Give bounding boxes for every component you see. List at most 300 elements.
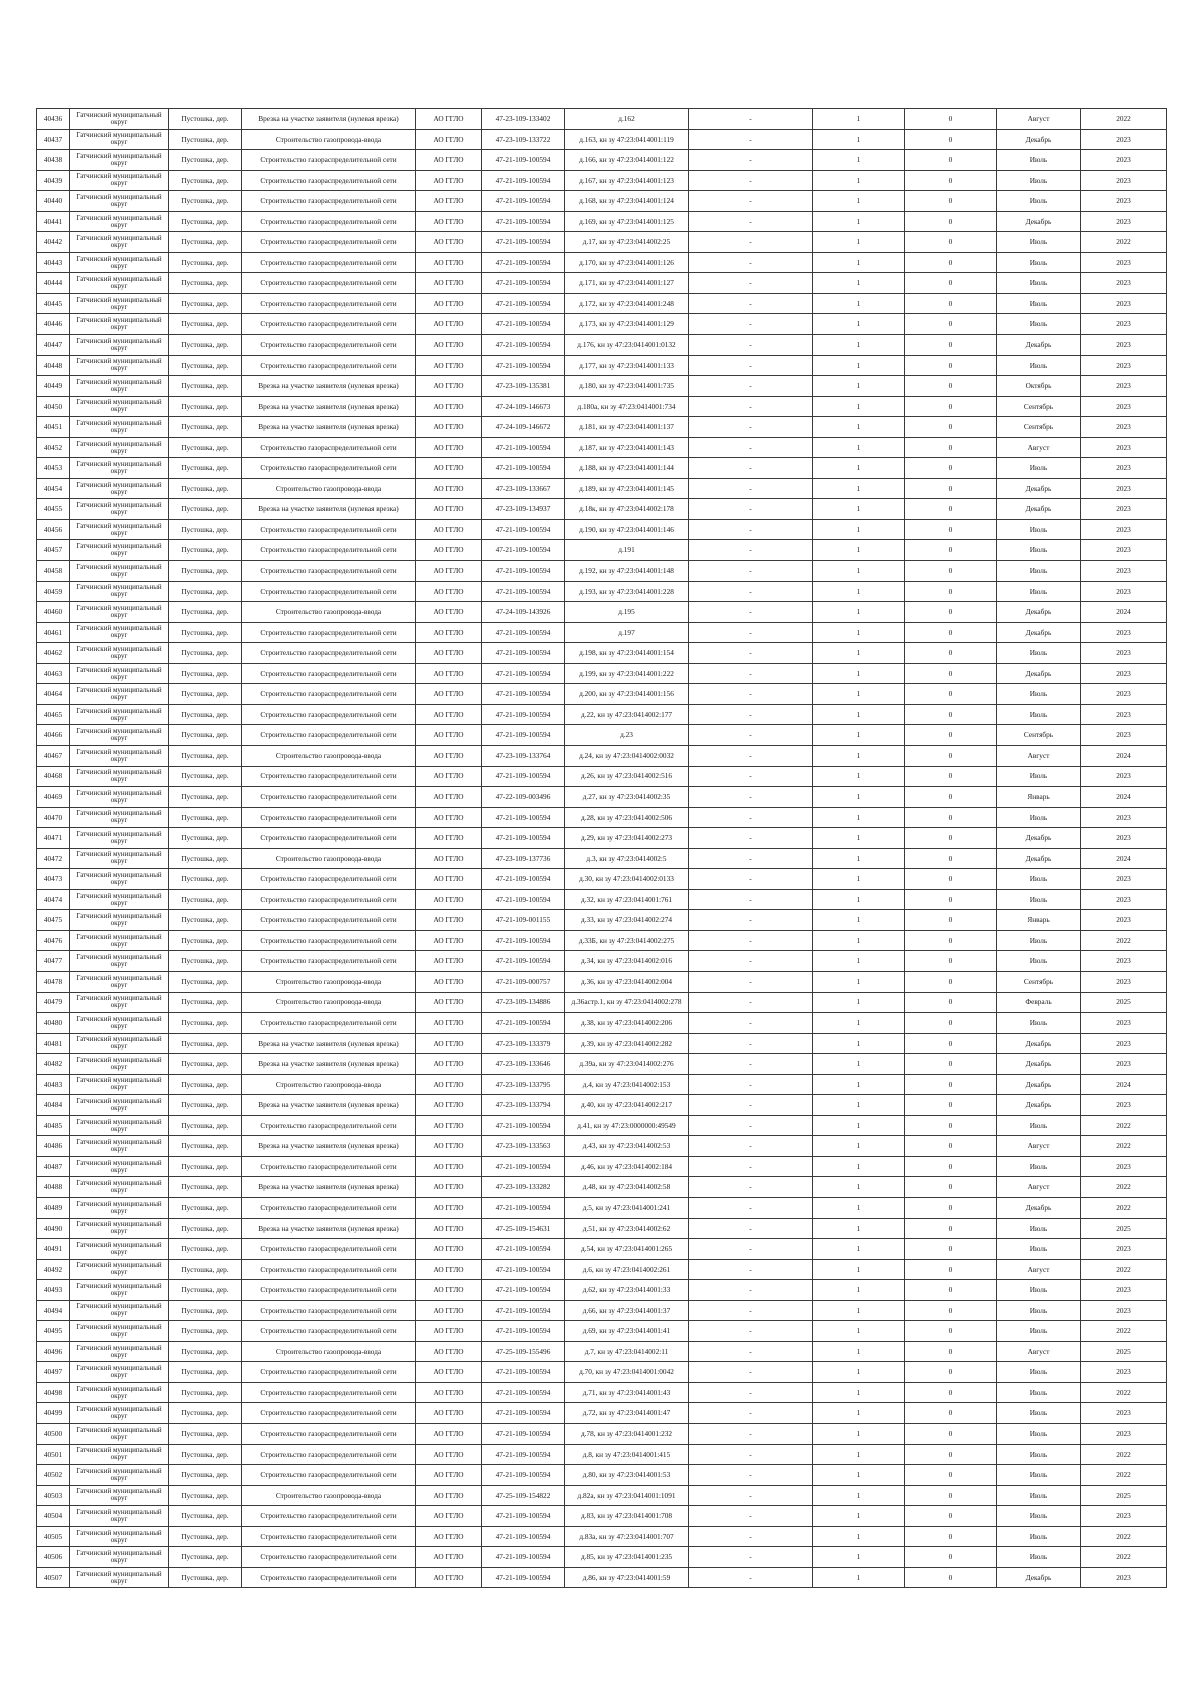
cell-application-id: 47-25-109-155496 — [482, 1341, 565, 1362]
cell-organization: АО ГГЛО — [416, 807, 482, 828]
cell-work-type: Строительство газораспределительной сети — [242, 1526, 416, 1547]
cell-count-planned: 1 — [813, 992, 905, 1013]
cell-count-done: 0 — [905, 1197, 997, 1218]
cell-count-planned: 1 — [813, 684, 905, 705]
cell-month: Декабрь — [997, 848, 1081, 869]
cell-count-planned: 1 — [813, 150, 905, 171]
cell-count-planned: 1 — [813, 396, 905, 417]
cell-year: 2023 — [1081, 663, 1167, 684]
cell-organization: АО ГГЛО — [416, 828, 482, 849]
cell-settlement: Пустошка, дер. — [169, 499, 242, 520]
cell-number: 40439 — [37, 170, 70, 191]
table-row — [37, 1115, 1167, 1136]
cell-year: 2024 — [1081, 848, 1167, 869]
cell-organization: АО ГГЛО — [416, 1300, 482, 1321]
cell-number: 40452 — [37, 437, 70, 458]
cell-number: 40457 — [37, 540, 70, 561]
cell-count-planned: 1 — [813, 1239, 905, 1260]
table-row — [37, 1033, 1167, 1054]
cell-application-id: 47-21-109-100594 — [482, 581, 565, 602]
cell-district: Гатчинский муниципальный округ — [70, 992, 169, 1013]
cell-work-type: Строительство газораспределительной сети — [242, 1156, 416, 1177]
table-row — [37, 643, 1167, 664]
cell-work-type: Врезка на участке заявителя (нулевая врезка) — [242, 499, 416, 520]
cell-year: 2022 — [1081, 1526, 1167, 1547]
cell-number: 40487 — [37, 1156, 70, 1177]
cell-number: 40497 — [37, 1362, 70, 1383]
cell-application-id: 47-21-109-100594 — [482, 540, 565, 561]
cell-count-planned: 1 — [813, 1362, 905, 1383]
cell-count-done: 0 — [905, 540, 997, 561]
cell-year: 2023 — [1081, 314, 1167, 335]
cell-organization: АО ГГЛО — [416, 191, 482, 212]
cell-count-planned: 1 — [813, 971, 905, 992]
table-row — [37, 1403, 1167, 1424]
cell-settlement: Пустошка, дер. — [169, 1054, 242, 1075]
cell-dash: - — [689, 848, 813, 869]
cell-month: Сентябрь — [997, 971, 1081, 992]
cell-application-id: 47-24-109-143926 — [482, 602, 565, 623]
cell-month: Июль — [997, 314, 1081, 335]
cell-application-id: 47-24-109-146673 — [482, 396, 565, 417]
cell-count-planned: 1 — [813, 1341, 905, 1362]
cell-number: 40454 — [37, 478, 70, 499]
cell-application-id: 47-21-109-100594 — [482, 869, 565, 890]
cell-organization: АО ГГЛО — [416, 1362, 482, 1383]
cell-settlement: Пустошка, дер. — [169, 807, 242, 828]
cell-month: Июль — [997, 1506, 1081, 1527]
cell-district: Гатчинский муниципальный округ — [70, 1567, 169, 1588]
cell-number: 40469 — [37, 787, 70, 808]
cell-month: Июль — [997, 1465, 1081, 1486]
cell-work-type: Строительство газопровода-ввода — [242, 992, 416, 1013]
cell-work-type: Строительство газораспределительной сети — [242, 273, 416, 294]
cell-year: 2024 — [1081, 1074, 1167, 1095]
cell-address: д.62, кн зу 47:23:0414001:33 — [565, 1280, 689, 1301]
cell-count-planned: 1 — [813, 109, 905, 130]
cell-count-done: 0 — [905, 252, 997, 273]
cell-address: д.85, кн зу 47:23:0414001:235 — [565, 1547, 689, 1568]
cell-year: 2023 — [1081, 478, 1167, 499]
table-row — [37, 704, 1167, 725]
cell-dash: - — [689, 1485, 813, 1506]
cell-application-id: 47-23-109-133764 — [482, 745, 565, 766]
cell-count-planned: 1 — [813, 458, 905, 479]
cell-address: д.200, кн зу 47:23:0414001:156 — [565, 684, 689, 705]
cell-address: д.66, кн зу 47:23:0414001:37 — [565, 1300, 689, 1321]
cell-district: Гатчинский муниципальный округ — [70, 869, 169, 890]
cell-year: 2023 — [1081, 1424, 1167, 1445]
cell-count-planned: 1 — [813, 1218, 905, 1239]
cell-dash: - — [689, 1465, 813, 1486]
cell-district: Гатчинский муниципальный округ — [70, 1156, 169, 1177]
cell-year: 2023 — [1081, 971, 1167, 992]
cell-dash: - — [689, 1403, 813, 1424]
cell-month: Декабрь — [997, 478, 1081, 499]
cell-count-planned: 1 — [813, 1485, 905, 1506]
cell-number: 40489 — [37, 1197, 70, 1218]
cell-month: Август — [997, 109, 1081, 130]
cell-work-type: Строительство газораспределительной сети — [242, 540, 416, 561]
cell-application-id: 47-23-109-133282 — [482, 1177, 565, 1198]
cell-dash: - — [689, 1136, 813, 1157]
cell-count-done: 0 — [905, 1321, 997, 1342]
cell-dash: - — [689, 1341, 813, 1362]
cell-district: Гатчинский муниципальный округ — [70, 150, 169, 171]
cell-work-type: Строительство газораспределительной сети — [242, 1382, 416, 1403]
cell-address: д.199, кн зу 47:23:0414001:222 — [565, 663, 689, 684]
cell-count-done: 0 — [905, 478, 997, 499]
cell-work-type: Строительство газораспределительной сети — [242, 1547, 416, 1568]
cell-settlement: Пустошка, дер. — [169, 581, 242, 602]
cell-work-type: Строительство газораспределительной сети — [242, 1362, 416, 1383]
table-row — [37, 211, 1167, 232]
cell-count-done: 0 — [905, 1485, 997, 1506]
cell-year: 2022 — [1081, 930, 1167, 951]
table-row — [37, 971, 1167, 992]
cell-dash: - — [689, 396, 813, 417]
cell-dash: - — [689, 1156, 813, 1177]
cell-count-done: 0 — [905, 561, 997, 582]
cell-count-planned: 1 — [813, 1403, 905, 1424]
cell-address: д.86, кн зу 47:23:0414001:59 — [565, 1567, 689, 1588]
cell-number: 40462 — [37, 643, 70, 664]
cell-application-id: 47-21-109-100594 — [482, 766, 565, 787]
cell-district: Гатчинский муниципальный округ — [70, 1506, 169, 1527]
cell-month: Август — [997, 745, 1081, 766]
cell-month: Июль — [997, 1547, 1081, 1568]
cell-year: 2022 — [1081, 1382, 1167, 1403]
cell-application-id: 47-21-109-100594 — [482, 1567, 565, 1588]
cell-address: д.51, кн зу 47:23:0414002:62 — [565, 1218, 689, 1239]
cell-settlement: Пустошка, дер. — [169, 1259, 242, 1280]
cell-application-id: 47-21-109-100594 — [482, 273, 565, 294]
cell-count-done: 0 — [905, 1403, 997, 1424]
cell-address: д.22, кн зу 47:23:0414002:177 — [565, 704, 689, 725]
cell-district: Гатчинский муниципальный округ — [70, 1382, 169, 1403]
cell-month: Декабрь — [997, 1095, 1081, 1116]
cell-work-type: Строительство газораспределительной сети — [242, 828, 416, 849]
cell-settlement: Пустошка, дер. — [169, 396, 242, 417]
cell-count-done: 0 — [905, 273, 997, 294]
cell-year: 2023 — [1081, 211, 1167, 232]
cell-dash: - — [689, 971, 813, 992]
cell-settlement: Пустошка, дер. — [169, 1033, 242, 1054]
table-row — [37, 1300, 1167, 1321]
cell-month: Июль — [997, 766, 1081, 787]
cell-count-planned: 1 — [813, 293, 905, 314]
cell-dash: - — [689, 1526, 813, 1547]
cell-count-done: 0 — [905, 1259, 997, 1280]
cell-count-done: 0 — [905, 129, 997, 150]
cell-year: 2022 — [1081, 1259, 1167, 1280]
table-row — [37, 1465, 1167, 1486]
cell-count-done: 0 — [905, 643, 997, 664]
table-row — [37, 725, 1167, 746]
cell-settlement: Пустошка, дер. — [169, 684, 242, 705]
cell-settlement: Пустошка, дер. — [169, 1156, 242, 1177]
table-row — [37, 437, 1167, 458]
cell-year: 2023 — [1081, 519, 1167, 540]
cell-count-done: 0 — [905, 602, 997, 623]
cell-number: 40468 — [37, 766, 70, 787]
cell-address: д.78, кн зу 47:23:0414001:232 — [565, 1424, 689, 1445]
cell-settlement: Пустошка, дер. — [169, 540, 242, 561]
cell-count-planned: 1 — [813, 540, 905, 561]
cell-settlement: Пустошка, дер. — [169, 458, 242, 479]
cell-district: Гатчинский муниципальный округ — [70, 745, 169, 766]
cell-district: Гатчинский муниципальный округ — [70, 787, 169, 808]
cell-organization: АО ГГЛО — [416, 1567, 482, 1588]
cell-dash: - — [689, 129, 813, 150]
cell-application-id: 47-21-109-100594 — [482, 828, 565, 849]
cell-count-done: 0 — [905, 1156, 997, 1177]
cell-month: Июль — [997, 191, 1081, 212]
cell-count-done: 0 — [905, 499, 997, 520]
cell-address: д.40, кн зу 47:23:0414002:217 — [565, 1095, 689, 1116]
cell-district: Гатчинский муниципальный округ — [70, 314, 169, 335]
cell-count-planned: 1 — [813, 499, 905, 520]
table-row — [37, 910, 1167, 931]
cell-work-type: Строительство газораспределительной сети — [242, 622, 416, 643]
cell-month: Сентябрь — [997, 725, 1081, 746]
cell-number: 40467 — [37, 745, 70, 766]
cell-number: 40481 — [37, 1033, 70, 1054]
cell-dash: - — [689, 622, 813, 643]
cell-year: 2022 — [1081, 1321, 1167, 1342]
cell-district: Гатчинский муниципальный округ — [70, 109, 169, 130]
cell-application-id: 47-21-109-100594 — [482, 643, 565, 664]
cell-district: Гатчинский муниципальный округ — [70, 252, 169, 273]
cell-organization: АО ГГЛО — [416, 581, 482, 602]
cell-work-type: Врезка на участке заявителя (нулевая врезка) — [242, 1136, 416, 1157]
cell-application-id: 47-21-109-100594 — [482, 1280, 565, 1301]
cell-settlement: Пустошка, дер. — [169, 1074, 242, 1095]
cell-count-done: 0 — [905, 1567, 997, 1588]
cell-settlement: Пустошка, дер. — [169, 766, 242, 787]
cell-dash: - — [689, 1033, 813, 1054]
cell-month: Июль — [997, 1444, 1081, 1465]
cell-number: 40440 — [37, 191, 70, 212]
cell-year: 2023 — [1081, 581, 1167, 602]
table-row — [37, 1321, 1167, 1342]
table-row — [37, 1526, 1167, 1547]
cell-organization: АО ГГЛО — [416, 992, 482, 1013]
cell-year: 2023 — [1081, 807, 1167, 828]
cell-settlement: Пустошка, дер. — [169, 1506, 242, 1527]
cell-count-done: 0 — [905, 458, 997, 479]
cell-number: 40465 — [37, 704, 70, 725]
cell-district: Гатчинский муниципальный округ — [70, 1362, 169, 1383]
cell-organization: АО ГГЛО — [416, 129, 482, 150]
cell-count-planned: 1 — [813, 1382, 905, 1403]
table-row — [37, 869, 1167, 890]
cell-dash: - — [689, 1321, 813, 1342]
cell-number: 40447 — [37, 335, 70, 356]
cell-number: 40476 — [37, 930, 70, 951]
cell-settlement: Пустошка, дер. — [169, 1547, 242, 1568]
cell-district: Гатчинский муниципальный округ — [70, 704, 169, 725]
cell-settlement: Пустошка, дер. — [169, 1567, 242, 1588]
cell-organization: АО ГГЛО — [416, 725, 482, 746]
cell-month: Июль — [997, 355, 1081, 376]
cell-number: 40464 — [37, 684, 70, 705]
cell-dash: - — [689, 519, 813, 540]
cell-work-type: Строительство газораспределительной сети — [242, 1567, 416, 1588]
cell-year: 2023 — [1081, 540, 1167, 561]
cell-application-id: 47-21-109-100594 — [482, 150, 565, 171]
cell-count-planned: 1 — [813, 170, 905, 191]
cell-year: 2023 — [1081, 335, 1167, 356]
table-row — [37, 663, 1167, 684]
cell-dash: - — [689, 766, 813, 787]
cell-settlement: Пустошка, дер. — [169, 1177, 242, 1198]
cell-district: Гатчинский муниципальный округ — [70, 211, 169, 232]
cell-count-done: 0 — [905, 1526, 997, 1547]
cell-address: д.34, кн зу 47:23:0414002:016 — [565, 951, 689, 972]
cell-organization: АО ГГЛО — [416, 376, 482, 397]
cell-count-planned: 1 — [813, 1136, 905, 1157]
cell-district: Гатчинский муниципальный округ — [70, 293, 169, 314]
table-row — [37, 396, 1167, 417]
cell-organization: АО ГГЛО — [416, 1054, 482, 1075]
cell-work-type: Врезка на участке заявителя (нулевая врезка) — [242, 1218, 416, 1239]
cell-count-planned: 1 — [813, 519, 905, 540]
cell-settlement: Пустошка, дер. — [169, 992, 242, 1013]
cell-year: 2022 — [1081, 1177, 1167, 1198]
cell-work-type: Врезка на участке заявителя (нулевая врезка) — [242, 1177, 416, 1198]
cell-application-id: 47-23-109-133667 — [482, 478, 565, 499]
cell-number: 40495 — [37, 1321, 70, 1342]
cell-application-id: 47-21-109-100594 — [482, 889, 565, 910]
cell-district: Гатчинский муниципальный округ — [70, 396, 169, 417]
cell-address: д.17, кн зу 47:23:0414002:25 — [565, 232, 689, 253]
cell-count-done: 0 — [905, 1300, 997, 1321]
cell-work-type: Строительство газораспределительной сети — [242, 150, 416, 171]
cell-address: д.27, кн зу 47:23:0414002:35 — [565, 787, 689, 808]
table-row — [37, 930, 1167, 951]
cell-application-id: 47-23-109-133402 — [482, 109, 565, 130]
cell-district: Гатчинский муниципальный округ — [70, 848, 169, 869]
cell-count-done: 0 — [905, 191, 997, 212]
cell-count-done: 0 — [905, 745, 997, 766]
cell-count-planned: 1 — [813, 1506, 905, 1527]
cell-address: д.191 — [565, 540, 689, 561]
cell-organization: АО ГГЛО — [416, 437, 482, 458]
cell-month: Июль — [997, 889, 1081, 910]
table-row — [37, 1197, 1167, 1218]
cell-count-planned: 1 — [813, 848, 905, 869]
cell-count-done: 0 — [905, 725, 997, 746]
cell-count-done: 0 — [905, 355, 997, 376]
cell-organization: АО ГГЛО — [416, 643, 482, 664]
cell-district: Гатчинский муниципальный округ — [70, 1465, 169, 1486]
cell-organization: АО ГГЛО — [416, 1095, 482, 1116]
cell-number: 40441 — [37, 211, 70, 232]
cell-address: д.33Б, кн зу 47:23:0414002:275 — [565, 930, 689, 951]
cell-address: д.193, кн зу 47:23:0414001:228 — [565, 581, 689, 602]
cell-district: Гатчинский муниципальный округ — [70, 1074, 169, 1095]
cell-year: 2023 — [1081, 869, 1167, 890]
cell-settlement: Пустошка, дер. — [169, 1218, 242, 1239]
table-row — [37, 1177, 1167, 1198]
cell-number: 40472 — [37, 848, 70, 869]
cell-organization: АО ГГЛО — [416, 663, 482, 684]
cell-count-done: 0 — [905, 1341, 997, 1362]
cell-count-planned: 1 — [813, 1280, 905, 1301]
cell-count-done: 0 — [905, 1013, 997, 1034]
cell-settlement: Пустошка, дер. — [169, 889, 242, 910]
cell-address: д.198, кн зу 47:23:0414001:154 — [565, 643, 689, 664]
cell-number: 40493 — [37, 1280, 70, 1301]
cell-count-done: 0 — [905, 437, 997, 458]
cell-application-id: 47-21-109-100594 — [482, 1506, 565, 1527]
cell-month: Июль — [997, 581, 1081, 602]
cell-settlement: Пустошка, дер. — [169, 1280, 242, 1301]
cell-count-done: 0 — [905, 971, 997, 992]
cell-organization: АО ГГЛО — [416, 109, 482, 130]
cell-year: 2023 — [1081, 1280, 1167, 1301]
cell-count-planned: 1 — [813, 314, 905, 335]
cell-district: Гатчинский муниципальный округ — [70, 1547, 169, 1568]
table-row — [37, 252, 1167, 273]
cell-district: Гатчинский муниципальный округ — [70, 1526, 169, 1547]
cell-count-done: 0 — [905, 1095, 997, 1116]
table-row — [37, 581, 1167, 602]
cell-organization: АО ГГЛО — [416, 252, 482, 273]
cell-month: Декабрь — [997, 828, 1081, 849]
cell-application-id: 47-21-109-100594 — [482, 561, 565, 582]
cell-address: д.189, кн зу 47:23:0414001:145 — [565, 478, 689, 499]
cell-year: 2022 — [1081, 109, 1167, 130]
cell-application-id: 47-21-109-100594 — [482, 663, 565, 684]
cell-settlement: Пустошка, дер. — [169, 437, 242, 458]
table-row — [37, 232, 1167, 253]
cell-organization: АО ГГЛО — [416, 1280, 482, 1301]
cell-dash: - — [689, 1424, 813, 1445]
cell-dash: - — [689, 232, 813, 253]
cell-application-id: 47-21-109-100594 — [482, 1547, 565, 1568]
cell-work-type: Строительство газораспределительной сети — [242, 355, 416, 376]
cell-work-type: Строительство газораспределительной сети — [242, 704, 416, 725]
cell-count-done: 0 — [905, 1074, 997, 1095]
cell-number: 40506 — [37, 1547, 70, 1568]
table-row — [37, 1382, 1167, 1403]
cell-organization: АО ГГЛО — [416, 848, 482, 869]
table-row — [37, 1095, 1167, 1116]
cell-dash: - — [689, 1177, 813, 1198]
cell-district: Гатчинский муниципальный округ — [70, 1054, 169, 1075]
cell-district: Гатчинский муниципальный округ — [70, 1444, 169, 1465]
cell-settlement: Пустошка, дер. — [169, 1362, 242, 1383]
cell-count-planned: 1 — [813, 335, 905, 356]
cell-settlement: Пустошка, дер. — [169, 211, 242, 232]
cell-work-type: Строительство газораспределительной сети — [242, 787, 416, 808]
cell-dash: - — [689, 150, 813, 171]
cell-dash: - — [689, 1095, 813, 1116]
cell-work-type: Строительство газопровода-ввода — [242, 602, 416, 623]
cell-year: 2023 — [1081, 828, 1167, 849]
cell-application-id: 47-21-109-100594 — [482, 355, 565, 376]
cell-organization: АО ГГЛО — [416, 1013, 482, 1034]
cell-application-id: 47-21-109-000757 — [482, 971, 565, 992]
cell-number: 40456 — [37, 519, 70, 540]
cell-district: Гатчинский муниципальный округ — [70, 170, 169, 191]
table-row — [37, 1156, 1167, 1177]
cell-count-planned: 1 — [813, 1197, 905, 1218]
cell-number: 40463 — [37, 663, 70, 684]
cell-count-planned: 1 — [813, 828, 905, 849]
